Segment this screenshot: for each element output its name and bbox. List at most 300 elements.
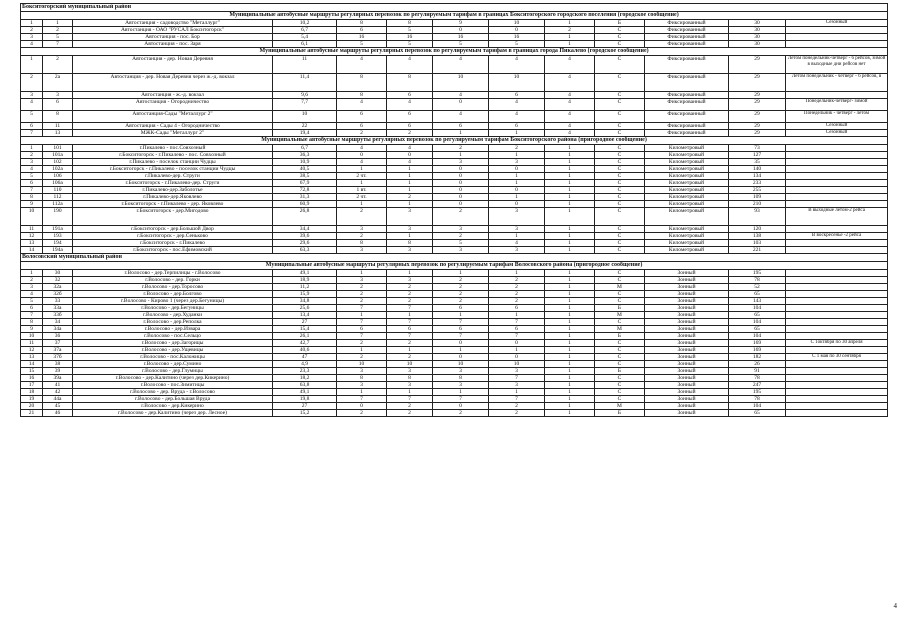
cell-vehicles-count: 1 xyxy=(545,180,595,187)
cell-note xyxy=(786,382,888,389)
cell-fare: 195 xyxy=(729,389,786,396)
cell-route-length: 6,7 xyxy=(273,27,337,34)
cell-route-number: 34а xyxy=(43,326,73,333)
cell-fare: 143 xyxy=(729,298,786,305)
table-row xyxy=(21,233,888,240)
cell-trips-weekend-b: 3 xyxy=(489,159,545,166)
cell-route-length: 6,7 xyxy=(273,145,337,152)
cell-row-index: 6 xyxy=(21,123,43,130)
cell-route-length: 25,6 xyxy=(273,305,337,312)
cell-row-index: 8 xyxy=(21,319,43,326)
cell-row-index: 19 xyxy=(21,396,43,403)
cell-fare: 134 xyxy=(729,173,786,180)
cell-row-index: 12 xyxy=(21,233,43,240)
cell-route-length: 13,4 xyxy=(273,312,337,319)
cell-route-number: 101 xyxy=(43,145,73,152)
cell-tariff-type: Зонный xyxy=(645,354,729,361)
cell-trips-weekend-b: 0 xyxy=(489,166,545,173)
cell-vehicles-count: 1 xyxy=(545,187,595,194)
cell-route-length: 26,8 xyxy=(273,208,337,226)
table-row xyxy=(21,354,888,361)
cell-trips-weekday-a: 2 xyxy=(337,410,387,417)
cell-note xyxy=(786,187,888,194)
section-header-row xyxy=(21,12,888,20)
cell-vehicles-count: 1 xyxy=(545,41,595,48)
cell-fare: 210 xyxy=(729,201,786,208)
cell-tariff-type: Зонный xyxy=(645,403,729,410)
cell-route-length: 11,4 xyxy=(273,74,337,92)
cell-route-name: г.Пикалево-дер.Яковлево xyxy=(73,194,273,201)
cell-trips-weekend-a: 7 xyxy=(433,396,489,403)
cell-tariff-type: Фиксированный xyxy=(645,56,729,74)
cell-trips-weekday-a: 6 xyxy=(337,123,387,130)
cell-vehicles-count: 4 xyxy=(545,99,595,111)
cell-note: В воскресенье -2 рейса xyxy=(786,233,888,240)
cell-route-length: 47 xyxy=(273,354,337,361)
cell-route-number: 102а xyxy=(43,166,73,173)
cell-route-number: 6 xyxy=(43,99,73,111)
cell-trips-weekday-a: 4 xyxy=(337,99,387,111)
cell-note xyxy=(786,403,888,410)
cell-trips-weekday-b: 3 xyxy=(387,208,433,226)
cell-fare: 30 xyxy=(729,20,786,27)
cell-tariff-type: Зонный xyxy=(645,410,729,417)
cell-trips-weekday-a: 2 xyxy=(337,298,387,305)
cell-trips-weekday-a: 7 xyxy=(337,319,387,326)
cell-vehicle-class: С xyxy=(595,123,645,130)
cell-row-index: 5 xyxy=(21,173,43,180)
cell-note: Сезонный xyxy=(786,123,888,130)
cell-vehicle-class: С xyxy=(595,145,645,152)
cell-trips-weekday-b: 7 xyxy=(387,333,433,340)
cell-trips-weekday-a: 2 чт. xyxy=(337,173,387,180)
cell-trips-weekday-b: 3 xyxy=(387,382,433,389)
table-row xyxy=(21,92,888,99)
cell-trips-weekend-b: 6 xyxy=(489,123,545,130)
cell-vehicle-class: Б xyxy=(595,20,645,27)
cell-trips-weekday-a: 6 xyxy=(337,326,387,333)
cell-trips-weekday-b: 3 xyxy=(387,226,433,233)
cell-route-number: 46 xyxy=(43,410,73,417)
cell-note xyxy=(786,194,888,201)
cell-trips-weekend-a: 2 xyxy=(433,233,489,240)
cell-trips-weekend-a: 8 xyxy=(433,375,489,382)
table-row xyxy=(21,389,888,396)
page-number: 4 xyxy=(893,602,897,610)
cell-trips-weekday-a: 3 xyxy=(337,247,387,254)
cell-vehicle-class: С xyxy=(595,340,645,347)
cell-route-name: Автостанция - пос. Бор xyxy=(73,34,273,41)
cell-row-index: 7 xyxy=(21,312,43,319)
cell-fare: 127 xyxy=(729,152,786,159)
cell-trips-weekend-a: 6 xyxy=(433,123,489,130)
cell-vehicles-count: 1 xyxy=(545,20,595,27)
cell-fare: 65 xyxy=(729,291,786,298)
table-row xyxy=(21,403,888,410)
cell-vehicles-count: 1 xyxy=(545,326,595,333)
cell-note xyxy=(786,270,888,277)
cell-fare: 104 xyxy=(729,333,786,340)
cell-trips-weekday-a: 2 чт. xyxy=(337,194,387,201)
cell-tariff-type: Зонный xyxy=(645,319,729,326)
cell-tariff-type: Зонный xyxy=(645,396,729,403)
cell-route-name: г.Волосово - дер.Извара xyxy=(73,326,273,333)
cell-route-name: г.Бокситогорск - дер.Сеньково xyxy=(73,233,273,240)
cell-fare: 29 xyxy=(729,130,786,137)
cell-trips-weekday-a: 1 вт. xyxy=(337,187,387,194)
cell-tariff-type: Фиксированный xyxy=(645,34,729,41)
cell-note: В выходные летом-2 рейса xyxy=(786,208,888,226)
section-title: Муниципальные автобусные маршруты регулярных перевозок по регулируемым тарифам в границах Бокситогорского городского поселения (городское сообщение) xyxy=(21,12,888,20)
cell-trips-weekend-b: 4 xyxy=(489,240,545,247)
cell-tariff-type: Зонный xyxy=(645,375,729,382)
table-row xyxy=(21,152,888,159)
cell-vehicle-class: С xyxy=(595,361,645,368)
table-row xyxy=(21,396,888,403)
cell-vehicle-class: С xyxy=(595,277,645,284)
cell-vehicles-count: 1 xyxy=(545,166,595,173)
cell-note xyxy=(786,333,888,340)
cell-trips-weekend-a: 3 xyxy=(433,226,489,233)
cell-note xyxy=(786,284,888,291)
cell-trips-weekday-b: 1 xyxy=(387,312,433,319)
cell-vehicles-count: 4 xyxy=(545,123,595,130)
cell-tariff-type: Километровый xyxy=(645,226,729,233)
cell-trips-weekday-b: 1 xyxy=(387,166,433,173)
cell-vehicle-class: Б xyxy=(595,410,645,417)
cell-note: С 1 мая по 30 сентября xyxy=(786,354,888,361)
cell-route-name: г.Волосово - дер.Сумино xyxy=(73,361,273,368)
cell-row-index: 4 xyxy=(21,41,43,48)
cell-route-name: Автостанция - ж.-д. вокзал xyxy=(73,92,273,99)
table-row xyxy=(21,312,888,319)
cell-vehicles-count: 4 xyxy=(545,56,595,74)
cell-trips-weekday-b: 2 xyxy=(387,354,433,361)
cell-trips-weekend-b: 1 xyxy=(489,312,545,319)
cell-trips-weekend-b: 1 xyxy=(489,270,545,277)
cell-route-length: 15,4 xyxy=(273,326,337,333)
cell-route-name: г.Пикалево-дер.Заболотье xyxy=(73,187,273,194)
cell-trips-weekend-b: 4 xyxy=(489,111,545,123)
cell-trips-weekend-a: 2 xyxy=(433,145,489,152)
cell-fare: 26 xyxy=(729,361,786,368)
cell-vehicles-count: 1 xyxy=(545,240,595,247)
cell-trips-weekend-a: 2 xyxy=(433,410,489,417)
cell-route-name: г.Волосово - дер.Бегуницы xyxy=(73,305,273,312)
table-row xyxy=(21,56,888,74)
cell-vehicles-count: 1 xyxy=(545,173,595,180)
cell-fare: 52 xyxy=(729,284,786,291)
table-row xyxy=(21,333,888,340)
cell-fare: 182 xyxy=(729,354,786,361)
cell-route-number: 5 xyxy=(43,34,73,41)
cell-route-length: 18,9 xyxy=(273,277,337,284)
cell-tariff-type: Зонный xyxy=(645,382,729,389)
cell-route-name: г.Пикалево - пос.Совхозный xyxy=(73,145,273,152)
table-row xyxy=(21,410,888,417)
cell-trips-weekend-a: 3 xyxy=(433,159,489,166)
cell-route-length: 15,2 xyxy=(273,410,337,417)
cell-route-name: г.Волосово - пос.Каложицы xyxy=(73,354,273,361)
cell-vehicle-class: С xyxy=(595,41,645,48)
cell-route-length: 40,5 xyxy=(273,166,337,173)
cell-tariff-type: Зонный xyxy=(645,270,729,277)
cell-trips-weekend-a: 0 xyxy=(433,173,489,180)
cell-vehicle-class: Б xyxy=(595,333,645,340)
cell-trips-weekend-a: 4 xyxy=(433,92,489,99)
cell-trips-weekend-a: 4 xyxy=(433,111,489,123)
table-row xyxy=(21,34,888,41)
cell-vehicles-count: 1 xyxy=(545,361,595,368)
cell-tariff-type: Зонный xyxy=(645,277,729,284)
cell-trips-weekend-a: 6 xyxy=(433,326,489,333)
cell-trips-weekday-b: 3 xyxy=(387,277,433,284)
cell-row-index: 2 xyxy=(21,74,43,92)
cell-route-number: 36 xyxy=(43,333,73,340)
cell-trips-weekday-b: 2 xyxy=(387,194,433,201)
cell-row-index: 15 xyxy=(21,368,43,375)
cell-trips-weekend-a: 0 xyxy=(433,27,489,34)
cell-vehicle-class: С xyxy=(595,247,645,254)
cell-trips-weekend-a: 0 xyxy=(433,403,489,410)
cell-route-number: 39 xyxy=(43,368,73,375)
cell-vehicles-count: 1 xyxy=(545,333,595,340)
cell-vehicles-count: 1 xyxy=(545,389,595,396)
cell-trips-weekday-b: 16 xyxy=(387,34,433,41)
cell-route-name: г.Пикалево - поселок станции Чудцы xyxy=(73,159,273,166)
cell-vehicles-count: 1 xyxy=(545,312,595,319)
cell-vehicles-count: 1 xyxy=(545,226,595,233)
cell-trips-weekday-a: 8 xyxy=(337,20,387,27)
cell-route-number: 193 xyxy=(43,233,73,240)
table-row xyxy=(21,284,888,291)
cell-route-length: 36,3 xyxy=(273,152,337,159)
cell-route-number: 33 xyxy=(43,298,73,305)
cell-vehicle-class: С xyxy=(595,187,645,194)
cell-trips-weekday-b: 8 xyxy=(387,74,433,92)
cell-route-number: 39а xyxy=(43,375,73,382)
cell-note xyxy=(786,396,888,403)
table-row xyxy=(21,99,888,111)
cell-route-number: 32 xyxy=(43,277,73,284)
cell-route-number: 32а xyxy=(43,284,73,291)
cell-tariff-type: Зонный xyxy=(645,361,729,368)
cell-row-index: 11 xyxy=(21,340,43,347)
cell-trips-weekday-a: 2 xyxy=(337,130,387,137)
cell-trips-weekday-a: 8 xyxy=(337,74,387,92)
cell-row-index: 13 xyxy=(21,240,43,247)
cell-trips-weekend-b: 3 xyxy=(489,368,545,375)
cell-trips-weekday-b: 2 xyxy=(387,284,433,291)
cell-trips-weekend-b: 2 xyxy=(489,298,545,305)
cell-route-number: 11 xyxy=(43,123,73,130)
cell-tariff-type: Километровый xyxy=(645,240,729,247)
cell-trips-weekday-a: 4 xyxy=(337,159,387,166)
cell-route-name: г.Волосово - дер.Ущевицы xyxy=(73,347,273,354)
cell-tariff-type: Километровый xyxy=(645,180,729,187)
cell-route-name: г.Пикалево-дер. Струги xyxy=(73,173,273,180)
cell-route-length: 49,1 xyxy=(273,389,337,396)
cell-vehicles-count: 1 xyxy=(545,396,595,403)
cell-row-index: 20 xyxy=(21,403,43,410)
cell-tariff-type: Зонный xyxy=(645,298,729,305)
cell-trips-weekend-a: 10 xyxy=(433,361,489,368)
section-title: Муниципальные автобусные маршруты регулярных перевозок по регулируемым тарифам Бокситогорского района (пригородное сообщение) xyxy=(21,137,888,145)
cell-route-number: 44а xyxy=(43,396,73,403)
cell-vehicle-class: С xyxy=(595,291,645,298)
cell-trips-weekend-a: 3 xyxy=(433,247,489,254)
cell-trips-weekend-a: 5 xyxy=(433,41,489,48)
cell-trips-weekend-b: 1 xyxy=(489,173,545,180)
cell-trips-weekday-b: 4 xyxy=(387,159,433,166)
table-row xyxy=(21,187,888,194)
cell-route-number: 42 xyxy=(43,389,73,396)
cell-trips-weekend-b: 1 xyxy=(489,233,545,240)
cell-route-number: 37 xyxy=(43,340,73,347)
table-row xyxy=(21,180,888,187)
cell-trips-weekday-b: 8 xyxy=(387,240,433,247)
cell-route-number: 32б xyxy=(43,291,73,298)
cell-vehicle-class: С xyxy=(595,375,645,382)
cell-trips-weekday-b: 2 xyxy=(387,130,433,137)
cell-trips-weekend-b: 1 xyxy=(489,347,545,354)
cell-trips-weekend-a: 0 xyxy=(433,340,489,347)
cell-route-name: г.Волосово - дер.Худанки xyxy=(73,312,273,319)
cell-route-length: 15,9 xyxy=(273,291,337,298)
cell-route-length: 23,3 xyxy=(273,368,337,375)
cell-vehicles-count: 1 xyxy=(545,319,595,326)
cell-trips-weekend-b: 6 xyxy=(489,92,545,99)
cell-route-length: 4,9 xyxy=(273,361,337,368)
cell-fare: 29 xyxy=(729,56,786,74)
cell-trips-weekend-b: 3 xyxy=(489,226,545,233)
cell-route-number: 191а xyxy=(43,226,73,233)
cell-row-index: 3 xyxy=(21,34,43,41)
table-row xyxy=(21,20,888,27)
cell-tariff-type: Зонный xyxy=(645,326,729,333)
cell-tariff-type: Километровый xyxy=(645,201,729,208)
cell-trips-weekend-a: 0 xyxy=(433,166,489,173)
cell-fare: 195 xyxy=(729,270,786,277)
cell-fare: 29 xyxy=(729,92,786,99)
cell-trips-weekday-a: 2 xyxy=(337,208,387,226)
cell-route-name: Автостанция - Сады 4 - Огородничество xyxy=(73,123,273,130)
cell-trips-weekday-b: 2 xyxy=(387,298,433,305)
cell-trips-weekday-b: 7 xyxy=(387,305,433,312)
cell-trips-weekday-a: 1 xyxy=(337,312,387,319)
table-row xyxy=(21,27,888,34)
cell-note xyxy=(786,166,888,173)
cell-row-index: 5 xyxy=(21,298,43,305)
cell-note xyxy=(786,326,888,333)
cell-trips-weekday-b: 8 xyxy=(387,375,433,382)
cell-note xyxy=(786,180,888,187)
cell-trips-weekday-a: 10 xyxy=(337,361,387,368)
cell-trips-weekday-a: 1 xyxy=(337,270,387,277)
cell-route-name: г.Бокситогорск - дер.Мигодово xyxy=(73,208,273,226)
cell-fare: 78 xyxy=(729,277,786,284)
cell-tariff-type: Километровый xyxy=(645,159,729,166)
cell-vehicle-class: С xyxy=(595,382,645,389)
cell-trips-weekday-b: 4 xyxy=(387,99,433,111)
cell-route-length: 49,1 xyxy=(273,270,337,277)
cell-route-number: 101а xyxy=(43,152,73,159)
section-header-row xyxy=(21,48,888,56)
cell-vehicles-count: 4 xyxy=(545,130,595,137)
table-row xyxy=(21,111,888,123)
cell-note: Сезонный xyxy=(786,20,888,27)
table-row xyxy=(21,298,888,305)
cell-route-name: Автостанция - ОАО "РУСАЛ Бокситогорск" xyxy=(73,27,273,34)
cell-tariff-type: Километровый xyxy=(645,233,729,240)
cell-fare: 30 xyxy=(729,41,786,48)
cell-route-length: 29,6 xyxy=(273,240,337,247)
cell-trips-weekday-a: 1 xyxy=(337,180,387,187)
cell-vehicles-count: 1 xyxy=(545,305,595,312)
cell-trips-weekend-b: 7 xyxy=(489,375,545,382)
cell-row-index: 1 xyxy=(21,56,43,74)
cell-note xyxy=(786,173,888,180)
cell-trips-weekend-a: 1 xyxy=(433,389,489,396)
cell-tariff-type: Фиксированный xyxy=(645,130,729,137)
cell-route-number: 45 xyxy=(43,403,73,410)
cell-row-index: 3 xyxy=(21,284,43,291)
cell-fare: 35 xyxy=(729,159,786,166)
cell-route-name: г.Бокситогорск - г.Пикалево xyxy=(73,240,273,247)
cell-vehicles-count: 1 xyxy=(545,410,595,417)
cell-row-index: 3 xyxy=(21,159,43,166)
cell-route-number: 194а xyxy=(43,247,73,254)
district-header-row xyxy=(21,254,888,262)
cell-tariff-type: Зонный xyxy=(645,312,729,319)
cell-trips-weekend-a: 4 xyxy=(433,56,489,74)
cell-route-name: Автостанция-Сады "Металлург 2" xyxy=(73,111,273,123)
cell-vehicle-class: С xyxy=(595,298,645,305)
cell-trips-weekday-b: 3 xyxy=(387,247,433,254)
cell-route-length: 27 xyxy=(273,403,337,410)
cell-route-length: 40,6 xyxy=(273,347,337,354)
cell-route-length: 42,7 xyxy=(273,340,337,347)
cell-vehicle-class: С xyxy=(595,389,645,396)
cell-route-name: г.Волосово - дер.Реполка xyxy=(73,319,273,326)
cell-vehicle-class: С xyxy=(595,347,645,354)
cell-trips-weekday-a: 3 xyxy=(337,368,387,375)
cell-note xyxy=(786,368,888,375)
cell-route-length: 10,2 xyxy=(273,20,337,27)
cell-trips-weekday-a: 1 xyxy=(337,389,387,396)
cell-trips-weekend-a: 0 xyxy=(433,180,489,187)
cell-vehicles-count: 1 xyxy=(545,34,595,41)
cell-vehicle-class: М xyxy=(595,326,645,333)
cell-row-index: 16 xyxy=(21,375,43,382)
cell-trips-weekend-b: 7 xyxy=(489,319,545,326)
cell-fare: 104 xyxy=(729,319,786,326)
cell-vehicle-class: С xyxy=(595,180,645,187)
cell-vehicle-class: С xyxy=(595,208,645,226)
cell-trips-weekday-a: 3 xyxy=(337,382,387,389)
cell-trips-weekday-a: 2 xyxy=(337,284,387,291)
cell-row-index: 14 xyxy=(21,247,43,254)
cell-row-index: 4 xyxy=(21,166,43,173)
cell-vehicle-class: С xyxy=(595,130,645,137)
cell-fare: 29 xyxy=(729,123,786,130)
cell-note xyxy=(786,305,888,312)
cell-row-index: 7 xyxy=(21,130,43,137)
table-row xyxy=(21,291,888,298)
table-row xyxy=(21,159,888,166)
cell-trips-weekend-a: 2 xyxy=(433,298,489,305)
cell-trips-weekday-b: 2 xyxy=(387,403,433,410)
